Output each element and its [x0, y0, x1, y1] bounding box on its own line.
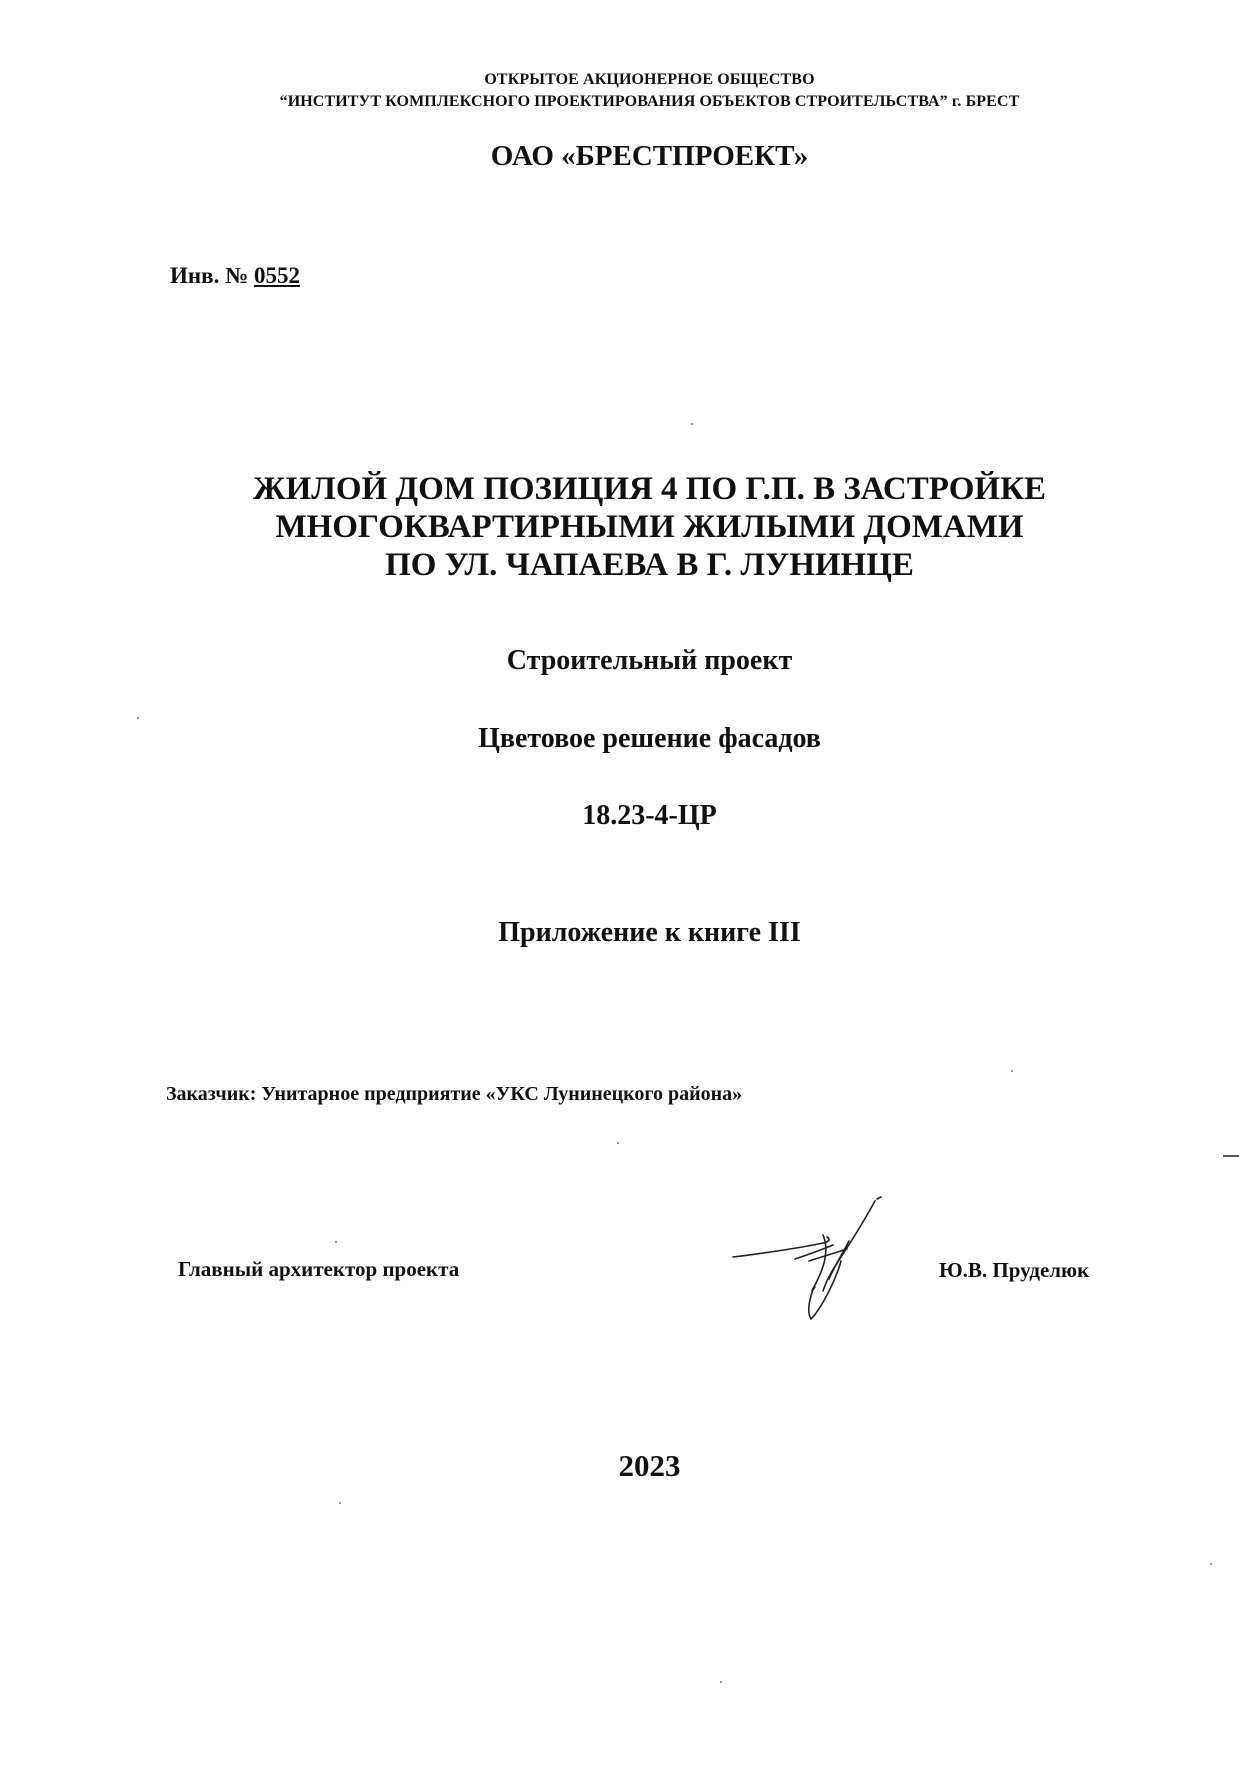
document-title-line1: ЖИЛОЙ ДОМ ПОЗИЦИЯ 4 ПО Г.П. В ЗАСТРОЙКЕ: [252, 471, 1047, 507]
signatory-role: Главный архитектор проекта: [178, 1257, 460, 1281]
inventory-label: Инв. №: [170, 263, 249, 288]
customer-line: Заказчик: Унитарное предприятие «УКС Лунинецкого района»: [166, 1083, 743, 1105]
organization-full-name-line2: “ИНСТИТУТ КОМПЛЕКСНОГО ПРОЕКТИРОВАНИЯ ОБЪЕКТОВ СТРОИТЕЛЬСТВА” г. БРЕСТ: [279, 93, 1020, 110]
inventory-value: 0552: [253, 263, 300, 288]
scan-speck: [339, 1502, 341, 1504]
scan-speck: [617, 1142, 619, 1144]
scan-edge-mark: [1223, 1155, 1239, 1157]
project-appendix: Приложение к книге III: [498, 917, 801, 948]
scan-speck: [1210, 1563, 1212, 1565]
scan-speck: [1011, 1070, 1013, 1072]
inventory-number: [170, 263, 300, 289]
document-title-line3: ПО УЛ. ЧАПАЕВА В Г. ЛУНИНЦЕ: [385, 547, 914, 583]
handwritten-signature-icon: [725, 1195, 900, 1335]
scan-speck: [137, 717, 139, 719]
project-code: 18.23-4-ЦР: [582, 800, 717, 831]
scan-speck: [335, 1241, 337, 1243]
signatory-name: Ю.В. Пруделюк: [939, 1258, 1090, 1282]
document-year: 2023: [618, 1448, 681, 1483]
scan-speck: [691, 423, 693, 425]
scan-speck: [720, 1681, 722, 1683]
project-section: Цветовое решение фасадов: [478, 723, 821, 754]
organization-short-name: ОАО «БРЕСТПРОЕКТ»: [490, 140, 809, 172]
document-title-line2: МНОГОКВАРТИРНЫМИ ЖИЛЫМИ ДОМАМИ: [275, 509, 1024, 545]
organization-full-name-line1: ОТКРЫТОЕ АКЦИОНЕРНОЕ ОБЩЕСТВО: [484, 71, 815, 88]
project-stage: Строительный проект: [506, 645, 793, 676]
